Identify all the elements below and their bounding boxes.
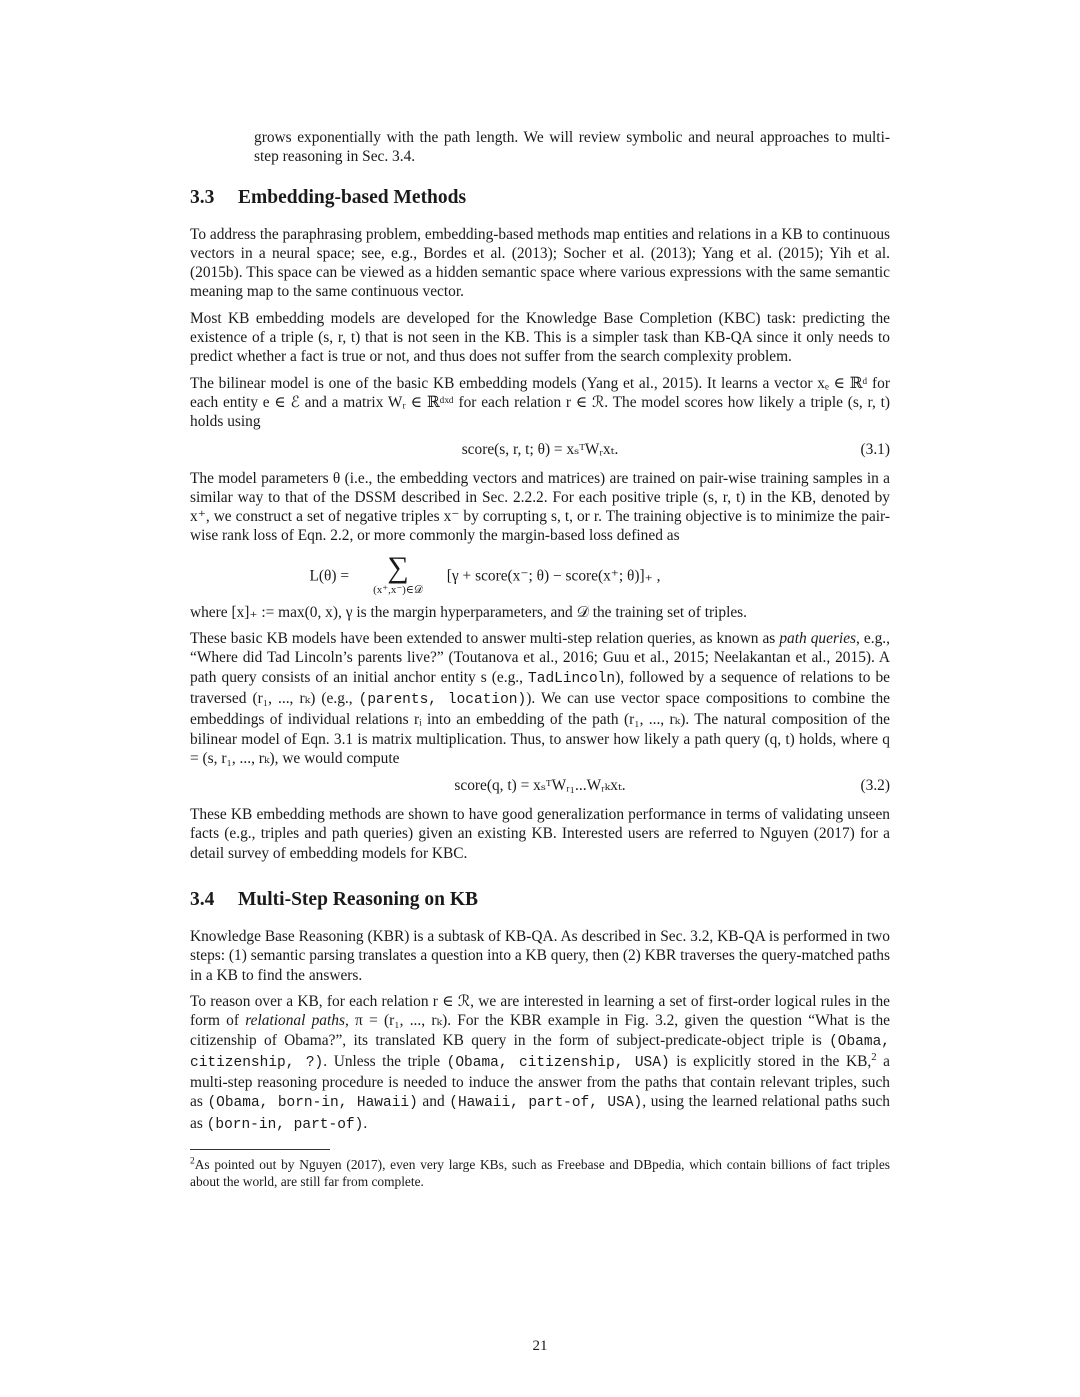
section-heading-3-4 — [190, 889, 890, 911]
footnote-mark: 2 — [190, 1156, 195, 1167]
paragraph: These KB embedding methods are shown to have good generalization performance in terms of validating unseen facts (e.g., triples and path queries) given an existing KB. Interested users are referred to Nguyen (2017) for a detail survey of embedding models for KBC. — [190, 806, 890, 862]
paragraph: Most KB embedding models are developed for the Knowledge Base Completion (KBC) task: predicting the existence of a triple (s, r, t) that is not seen in the KB. This is a simpler task than KB-QA since it only needs to predict whether a fact is true or not, and thus does not suffer from the search complexity problem. — [190, 309, 890, 366]
equation-3-1 — [190, 439, 890, 463]
page-body — [190, 128, 890, 1197]
footnote — [190, 1156, 890, 1190]
code-triple: (Hawaii, part-of, USA) — [449, 1095, 643, 1112]
code-relations: (parents, location) — [358, 691, 527, 708]
summation-index: (x⁺,x⁻)∈𝒟 — [373, 583, 423, 596]
equation-3-2 — [190, 775, 890, 799]
code-query: (Obama, citizenship, ?) — [190, 1033, 890, 1071]
equation-number: (3.1) — [860, 440, 890, 458]
section-number: 3.4 — [190, 889, 215, 911]
code-entity: TadLincoln — [528, 670, 616, 687]
emphasis: relational paths — [245, 1012, 345, 1030]
equation-body: score(s, r, t; θ) = xₛᵀWᵣxₜ. — [461, 440, 619, 458]
loss-rhs: [γ + score(x⁻; θ) − score(x⁺; θ)]₊ , — [446, 567, 661, 585]
code-path: (born-in, part-of) — [206, 1116, 364, 1133]
footnote-text: As pointed out by Nguyen (2017), even very large KBs, such as Freebase and DBpedia, which contain billions of fact triples about the world, are still far from complete. — [190, 1156, 890, 1189]
footnote-rule — [190, 1149, 330, 1150]
section-title: Embedding-based Methods — [238, 186, 467, 208]
paragraph: The bilinear model is one of the basic KB embedding models (Yang et al., 2015). It learns a vector xₑ ∈ ℝᵈ for each entity e ∈ ℰ and a matrix Wᵣ ∈ ℝᵈˣᵈ for each relation r ∈ ℛ. The model scores how likely a triple (s, r, t) holds using — [190, 374, 890, 431]
summation — [353, 550, 443, 601]
code-triple: (Obama, citizenship, USA) — [446, 1054, 670, 1071]
intro-continuation: grows exponentially with the path length. We will review symbolic and neural approaches to multi-step reasoning in Sec. 3.4. — [254, 129, 890, 166]
footnote-ref[interactable]: 2 — [871, 1050, 877, 1063]
paragraph: where [x]₊ := max(0, x), γ is the margin hyperparameters, and 𝒟 the training set of triples. — [190, 603, 748, 621]
section-heading-3-3 — [190, 187, 890, 209]
paragraph-relational-paths: To reason over a KB, for each relation r ∈ ℛ, we are interested in learning a set of first-order logical rules in the form of relational paths, π = (r₁, ..., rₖ). For the KBR example in Fig. 3.2, given the question “What is the citizenship of Obama?”, its translated KB query in the form of subject-predicate-object triple is (Obama, citizenship, ?). Unless the triple (Obama, citizenship, USA) is explicitly stored in the KB,$^2$ a multi-step reasoning procedure is needed to induce the answer from the paths that contain relevant triples, such as (Obama, born-in, Hawaii) and (Hawaii, part-of, USA), using the learned relational paths such as (born-in, part-of). — [190, 992, 891, 1133]
equation-body: score(q, t) = xₛᵀWᵣ₁...Wᵣₖxₜ. — [454, 777, 626, 795]
loss-lhs: L(θ) = — [309, 567, 350, 585]
page-number: 21 — [532, 1338, 548, 1354]
paragraph-path-queries: These basic KB models have been extended to answer multi-step relation queries, as known as path queries, e.g., “Where did Tad Lincoln’s parents live?” (Toutanova et al., 2016; Guu et al., 2015; Neelakantan et al., 2015). A path query consists of an initial anchor entity s (e.g., TadLincoln), followed by a sequence of relations to be traversed (r₁, ..., rₖ) (e.g., (parents, location)). We can use vector space compositions to combine the embeddings of individual relations rᵢ into an embedding of the path (r₁, ..., rₖ). The natural composition of the bilinear model of Eqn. 3.1 is matrix multiplication. Thus, to answer how likely a path query (q, t) holds, where q = (s, r₁, ..., rₖ), we would compute — [190, 630, 890, 767]
emphasis: path queries — [779, 630, 857, 648]
section-title: Multi-Step Reasoning on KB — [238, 889, 478, 911]
code-triple: (Obama, born-in, Hawaii) — [207, 1095, 418, 1112]
equation-loss — [190, 550, 890, 597]
sigma-symbol: ∑ — [387, 550, 409, 584]
section-number: 3.3 — [190, 186, 215, 208]
equation-number: (3.2) — [860, 777, 890, 795]
paragraph: To address the paraphrasing problem, embedding-based methods map entities and relations in a KB to continuous vectors in a neural space; see, e.g., Bordes et al. (2013); Socher et al. (2013); Yang et al. (2015); Yih et al. (2015b). This space can be viewed as a hidden semantic space where various expressions with the same semantic meaning map to the same continuous vector. — [190, 225, 890, 301]
paragraph: The model parameters θ (i.e., the embedding vectors and matrices) are trained on pair-wise training samples in a similar way to that of the DSSM described in Sec. 2.2.2. For each positive triple (s, r, t) in the KB, denoted by x⁺, we construct a set of negative triples x⁻ by corrupting s, t, or r. The training objective is to minimize the pair-wise rank loss of Eqn. 2.2, or more commonly the margin-based loss defined as — [190, 469, 890, 545]
paragraph: Knowledge Base Reasoning (KBR) is a subtask of KB-QA. As described in Sec. 3.2, KB-QA is performed in two steps: (1) semantic parsing translates a question into a KB query, then (2) KBR traverses the query-matched paths in a KB to find the answers. — [190, 928, 890, 984]
